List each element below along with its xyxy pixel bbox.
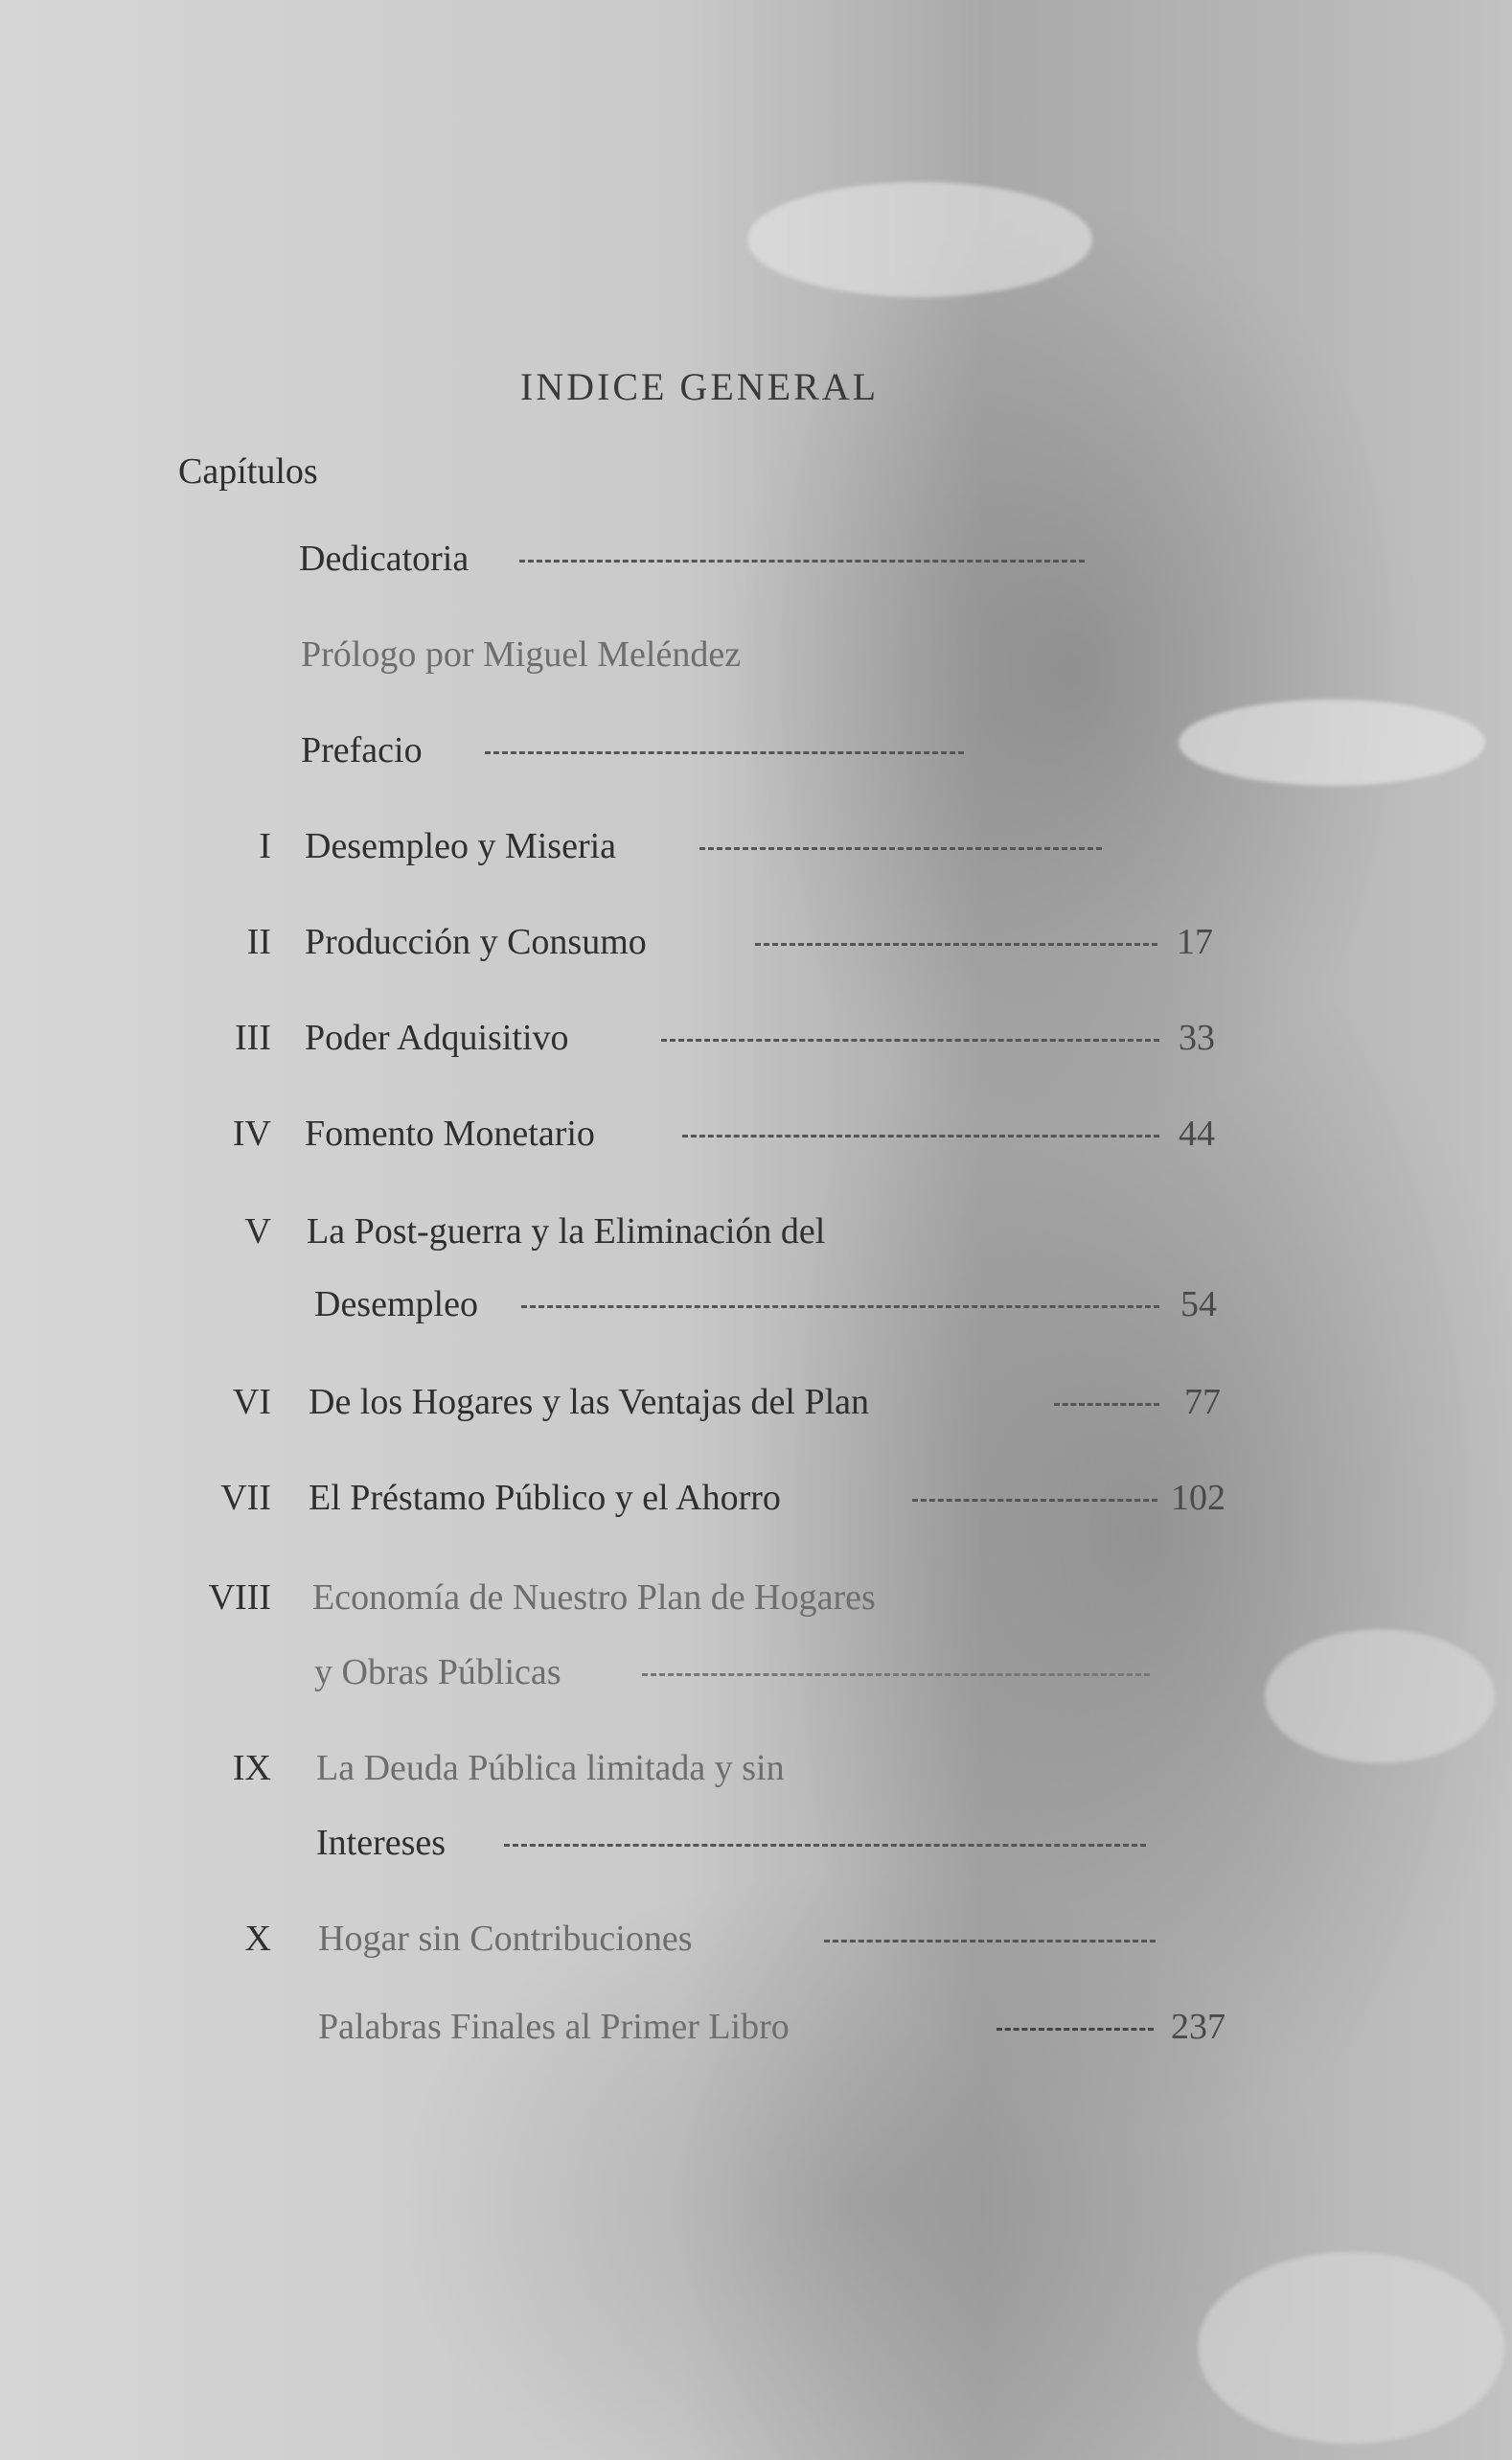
entry-title: Poder Adquisitivo bbox=[305, 1018, 569, 1058]
chapter-number: II bbox=[246, 922, 271, 962]
entry-title: Dedicatoria bbox=[299, 539, 470, 579]
page-number: 33 bbox=[1179, 1018, 1215, 1058]
page-number: 44 bbox=[1179, 1114, 1215, 1154]
chapter-number: I bbox=[259, 826, 271, 866]
chapter-number: X bbox=[244, 1919, 271, 1959]
dot-leader bbox=[755, 943, 1157, 946]
chapter-number: IV bbox=[232, 1114, 271, 1154]
entry-title: De los Hogares y las Ventajas del Plan bbox=[309, 1382, 870, 1422]
chapter-number: VIII bbox=[208, 1577, 271, 1618]
entry-title: Palabras Finales al Primer Libro bbox=[318, 2007, 790, 2047]
entry-title: La Deuda Pública limitada y sin bbox=[316, 1748, 785, 1788]
section-label: Capítulos bbox=[178, 451, 318, 492]
dot-leader bbox=[485, 751, 964, 754]
dot-leader bbox=[521, 1305, 1159, 1308]
dot-leader bbox=[682, 1135, 1159, 1138]
water-stain bbox=[1265, 1629, 1495, 1763]
entry-title: Economía de Nuestro Plan de Hogares bbox=[312, 1577, 876, 1618]
dot-leader bbox=[699, 847, 1102, 850]
dot-leader bbox=[504, 1844, 1146, 1847]
chapter-number: IX bbox=[232, 1748, 271, 1788]
page-title: INDICE GENERAL bbox=[519, 365, 880, 408]
dot-leader bbox=[912, 1499, 1157, 1502]
dot-leader bbox=[997, 2028, 1154, 2031]
entry-title-continued: y Obras Públicas bbox=[314, 1652, 561, 1692]
page-number: 54 bbox=[1180, 1284, 1217, 1324]
chapter-number: VII bbox=[220, 1478, 271, 1518]
entry-title: Hogar sin Contribuciones bbox=[318, 1919, 693, 1959]
entry-title: Desempleo y Miseria bbox=[305, 826, 617, 866]
entry-title: Fomento Monetario bbox=[305, 1114, 595, 1154]
page-number: 17 bbox=[1177, 922, 1213, 962]
page-number: 77 bbox=[1184, 1382, 1221, 1422]
dot-leader bbox=[661, 1039, 1159, 1042]
water-stain bbox=[1198, 2252, 1504, 2444]
chapter-number: V bbox=[244, 1211, 271, 1252]
entry-title-continued: Desempleo bbox=[314, 1284, 478, 1324]
dot-leader bbox=[642, 1673, 1150, 1676]
page-number: 102 bbox=[1171, 1478, 1226, 1518]
entry-title: Prólogo por Miguel Meléndez bbox=[301, 634, 742, 675]
page-number: 237 bbox=[1171, 2007, 1226, 2047]
entry-title: La Post-guerra y la Eliminación del bbox=[307, 1211, 826, 1252]
entry-title: Prefacio bbox=[301, 730, 423, 770]
chapter-number: III bbox=[235, 1018, 271, 1058]
water-stain bbox=[1179, 700, 1485, 786]
water-stain bbox=[747, 182, 1092, 297]
entry-title: El Préstamo Público y el Ahorro bbox=[309, 1478, 781, 1518]
chapter-number: VI bbox=[232, 1382, 271, 1422]
entry-title-continued: Intereses bbox=[316, 1823, 447, 1863]
dot-leader bbox=[1054, 1403, 1159, 1406]
dot-leader bbox=[519, 560, 1085, 563]
entry-title: Producción y Consumo bbox=[305, 922, 647, 962]
dot-leader bbox=[824, 1940, 1156, 1943]
